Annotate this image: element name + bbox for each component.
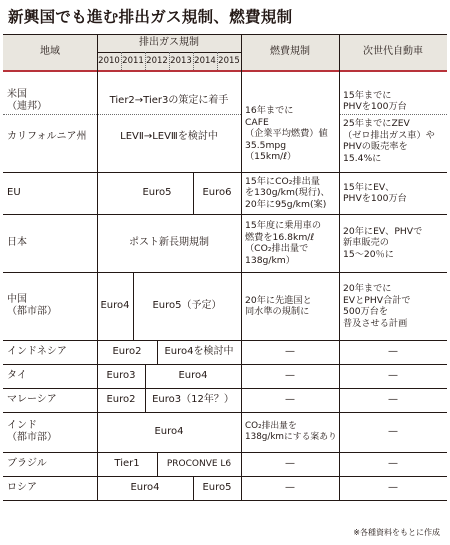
rule-us-nextgen — [339, 114, 447, 115]
fuel-russia: — — [285, 482, 295, 493]
nextgen-us: 15年までに PHVを100万台 — [343, 89, 407, 112]
rule-top — [3, 34, 447, 35]
rule-us — [3, 114, 241, 115]
col-rule-3 — [339, 34, 340, 500]
nextgen-california: 25年までにZEV （ゼロ排出ガス車）や PHVの販売率を 15.4%に — [343, 118, 435, 164]
header-emission: 排出ガス規制 — [139, 37, 199, 48]
fuel-malaysia: — — [285, 394, 295, 405]
rule-brazil — [3, 476, 447, 477]
region-japan: 日本 — [7, 237, 27, 248]
rule-eu — [3, 214, 447, 215]
region-malaysia: マレーシア — [7, 394, 57, 405]
emission-indonesia-b: Euro4を検討中 — [164, 346, 234, 357]
year-2014: 2014 — [194, 56, 216, 66]
year-rule-3 — [169, 52, 170, 70]
fuel-japan: 15年度に乗用車の 燃費を16.8km/ℓ （CO₂排出量で 138g/km） — [245, 220, 322, 266]
emission-us: Tier2→Tier3の策定に着手 — [109, 95, 229, 106]
emission-thailand-b: Euro4 — [178, 370, 208, 381]
nextgen-china: 20年までに EVとPHV合計で 500万台を 普及させる計画 — [343, 283, 411, 329]
nextgen-indonesia: — — [388, 346, 398, 357]
emission-india: Euro4 — [154, 426, 184, 437]
nextgen-russia: — — [388, 482, 398, 493]
rule-china — [3, 340, 447, 341]
china-divider — [133, 272, 134, 340]
region-indonesia: インドネシア — [7, 346, 67, 357]
rule-cal — [3, 172, 447, 173]
region-brazil: ブラジル — [7, 458, 47, 469]
fuel-thailand: — — [285, 370, 295, 381]
emission-california: LEVⅡ→LEVⅢを検討中 — [120, 131, 218, 142]
year-2015: 2015 — [218, 56, 240, 66]
malaysia-divider — [145, 388, 146, 412]
region-california: カリフォルニア州 — [7, 131, 87, 142]
brazil-divider — [157, 452, 158, 476]
region-russia: ロシア — [7, 482, 37, 493]
emission-eu-a: Euro5 — [142, 187, 172, 198]
nextgen-thailand: — — [388, 370, 398, 381]
emission-indonesia-a: Euro2 — [112, 346, 142, 357]
regulation-table — [3, 34, 447, 518]
col-rule-2 — [241, 34, 242, 500]
rule-bottom — [3, 500, 447, 501]
col-rule-1 — [97, 34, 98, 500]
region-eu: EU — [7, 187, 21, 198]
rule-header — [3, 70, 447, 72]
fuel-india: CO₂排出量を 138g/kmにする案あり — [245, 420, 337, 442]
nextgen-india: — — [388, 426, 398, 437]
rule-india — [3, 452, 447, 453]
fuel-china: 20年に先進国と 同水準の規制に — [245, 294, 312, 317]
source-note: ※各種資料をもとに作成 — [353, 528, 440, 537]
year-2010: 2010 — [98, 56, 120, 66]
year-rule-4 — [193, 52, 194, 70]
emission-brazil-b: PROCONVE L6 — [166, 459, 232, 469]
year-2011: 2011 — [122, 56, 144, 66]
indonesia-divider — [157, 340, 158, 364]
emission-malaysia-a: Euro2 — [106, 394, 136, 405]
rule-malaysia — [3, 412, 447, 413]
emission-eu-b: Euro6 — [202, 187, 232, 198]
thailand-divider — [145, 364, 146, 388]
fuel-brazil: — — [285, 458, 295, 469]
nextgen-japan: 20年にEV、PHVで 新車販売の 15〜20％に — [343, 225, 423, 260]
fuel-us-california: 16年までに CAFE （企業平均燃費）値 35.5mpg （15km/ℓ） — [245, 105, 328, 163]
emission-brazil-a: Tier1 — [114, 458, 140, 469]
eu-divider — [193, 172, 194, 214]
year-2012: 2012 — [146, 56, 168, 66]
year-2013: 2013 — [170, 56, 192, 66]
fuel-indonesia: — — [285, 346, 295, 357]
header-nextgen: 次世代自動車 — [363, 46, 423, 57]
year-rule-2 — [145, 52, 146, 70]
rule-indonesia — [3, 364, 447, 365]
year-rule-5 — [217, 52, 218, 70]
fuel-eu: 15年にCO₂排出量 を130g/km(現行)、 20年に95g/km(案) — [245, 175, 330, 210]
nextgen-malaysia: — — [388, 394, 398, 405]
rule-japan — [3, 272, 447, 273]
region-india: インド （都市部） — [7, 420, 57, 443]
nextgen-brazil: — — [388, 458, 398, 469]
emission-china-a: Euro4 — [100, 300, 130, 311]
nextgen-eu: 15年にEV、 PHVを100万台 — [343, 181, 407, 204]
emission-russia-b: Euro5 — [202, 482, 232, 493]
region-china: 中国 （都市部） — [7, 294, 57, 317]
region-thailand: タイ — [7, 370, 27, 381]
emission-japan: ポスト新長期規制 — [129, 237, 209, 248]
emission-russia-a: Euro4 — [130, 482, 160, 493]
year-rule-1 — [121, 52, 122, 70]
emission-china-b: Euro5（予定） — [152, 300, 222, 311]
emission-malaysia-b: Euro3（12年？） — [152, 394, 234, 405]
rule-thailand — [3, 388, 447, 389]
emission-thailand-a: Euro3 — [106, 370, 136, 381]
russia-divider — [193, 476, 194, 500]
header-fuel: 燃費規制 — [270, 46, 310, 57]
page-title: 新興国でも進む排出ガス規制、燃費規制 — [8, 8, 293, 26]
header-region: 地域 — [40, 46, 60, 57]
region-us: 米国 （連邦） — [7, 89, 47, 112]
